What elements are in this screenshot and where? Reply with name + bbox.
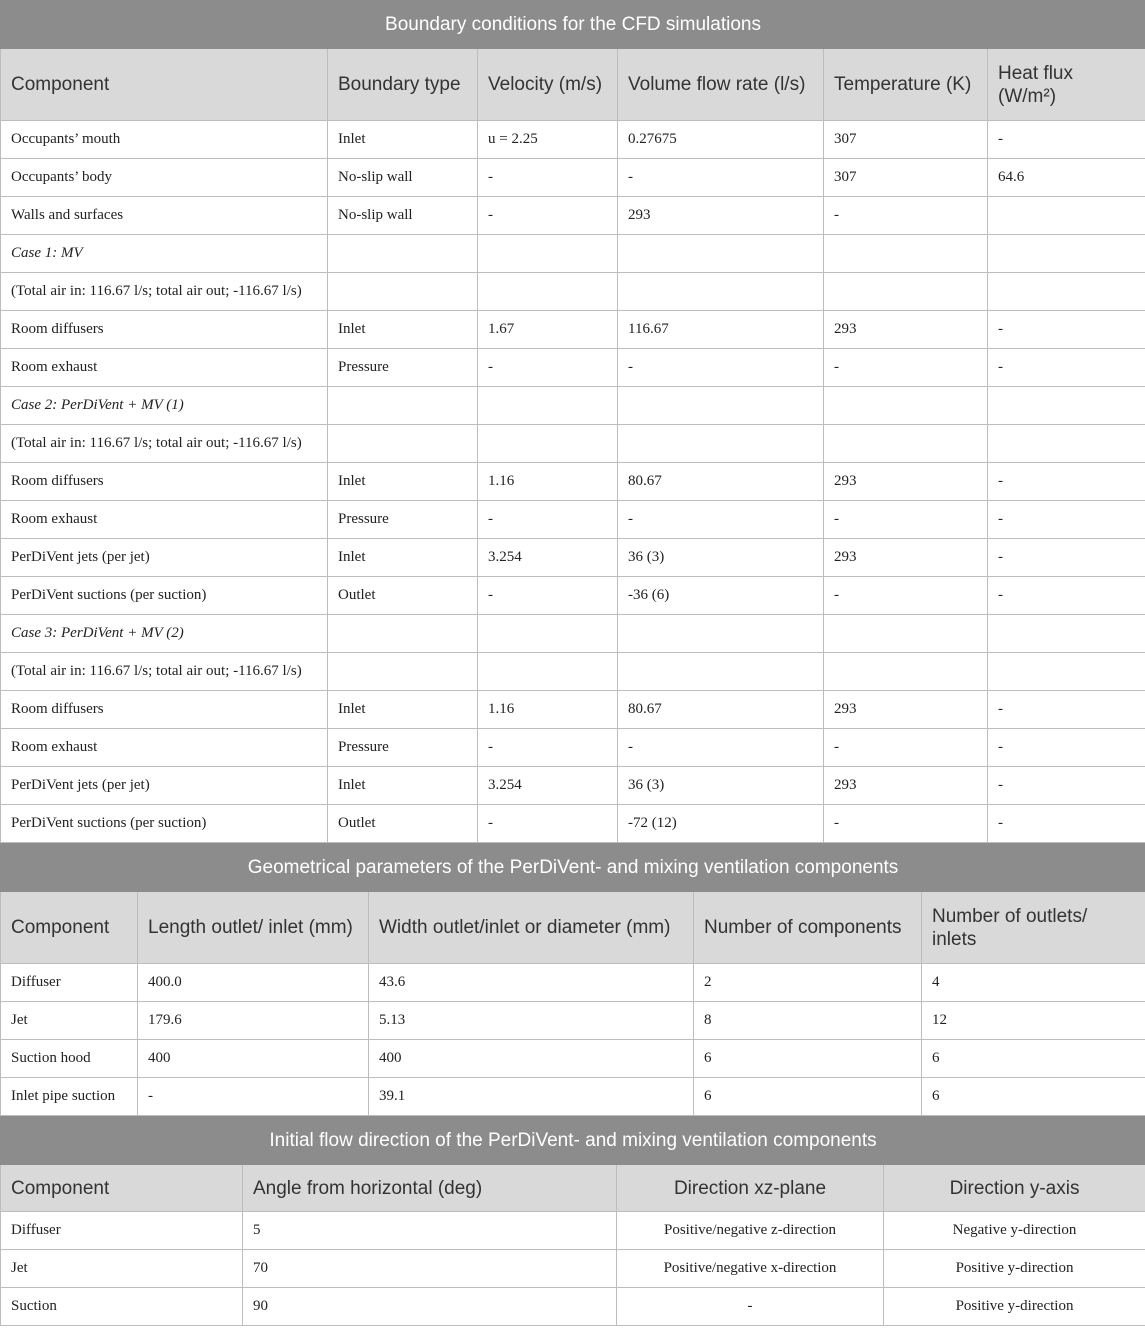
initial-flow-direction-table — [0, 1116, 1145, 1326]
table-cell: - — [988, 539, 1145, 577]
table-cell: PerDiVent jets (per jet) — [1, 767, 328, 805]
table-cell — [988, 197, 1145, 235]
table-row — [1, 387, 1145, 425]
table-cell: - — [824, 501, 988, 539]
table-cell: Inlet pipe suction — [1, 1078, 138, 1116]
table-cell: 5.13 — [369, 1002, 694, 1040]
table-cell — [988, 615, 1145, 653]
table-cell: - — [478, 805, 618, 843]
table-cell: Outlet — [328, 805, 478, 843]
table-cell: Room exhaust — [1, 729, 328, 767]
table-row — [1, 691, 1145, 729]
table-row — [1, 1288, 1145, 1326]
table-row — [1, 121, 1145, 159]
table-cell: - — [618, 729, 824, 767]
table-cell: Jet — [1, 1250, 243, 1288]
table-cell — [618, 615, 824, 653]
table-cell — [328, 235, 478, 273]
table-cell — [328, 653, 478, 691]
table-cell: 400 — [138, 1040, 369, 1078]
table-cell: - — [824, 729, 988, 767]
table-cell: 90 — [243, 1288, 617, 1326]
table-cell: Positive/negative x-direction — [617, 1250, 884, 1288]
table-cell: - — [988, 311, 1145, 349]
table-cell — [328, 273, 478, 311]
table-cell: 6 — [694, 1078, 922, 1116]
table-row — [1, 729, 1145, 767]
table-row — [1, 1078, 1145, 1116]
table-cell: Inlet — [328, 767, 478, 805]
table-cell: 12 — [922, 1002, 1145, 1040]
table-cell: No-slip wall — [328, 197, 478, 235]
table-cell: - — [478, 159, 618, 197]
table-cell: Diffuser — [1, 964, 138, 1002]
table-cell: - — [988, 729, 1145, 767]
table-row — [1, 1002, 1145, 1040]
table-cell — [988, 387, 1145, 425]
table-cell: - — [988, 805, 1145, 843]
table-cell: 307 — [824, 121, 988, 159]
table-cell: 179.6 — [138, 1002, 369, 1040]
table-cell: 36 (3) — [618, 767, 824, 805]
table-cell: 400 — [369, 1040, 694, 1078]
column-header: Boundary type — [328, 49, 478, 121]
table-cell: 116.67 — [618, 311, 824, 349]
table-cell — [824, 425, 988, 463]
table-cell: No-slip wall — [328, 159, 478, 197]
table-cell: - — [618, 159, 824, 197]
table-cell: 6 — [694, 1040, 922, 1078]
table-cell: Inlet — [328, 691, 478, 729]
table-cell: 307 — [824, 159, 988, 197]
table-cell: Room exhaust — [1, 501, 328, 539]
table-cell: 39.1 — [369, 1078, 694, 1116]
table-row — [1, 615, 1145, 653]
table-cell: 80.67 — [618, 691, 824, 729]
table-row — [1, 197, 1145, 235]
table-cell: Inlet — [328, 311, 478, 349]
table-cell: - — [478, 577, 618, 615]
table-cell: - — [988, 121, 1145, 159]
table-cell — [328, 615, 478, 653]
table-cell: - — [618, 501, 824, 539]
table-cell: - — [988, 463, 1145, 501]
table-cell: 293 — [618, 197, 824, 235]
table-cell: - — [824, 805, 988, 843]
table-cell: - — [988, 349, 1145, 387]
table-cell: 4 — [922, 964, 1145, 1002]
table-cell: Room diffusers — [1, 691, 328, 729]
table-cell: 0.27675 — [618, 121, 824, 159]
table-cell: - — [617, 1288, 884, 1326]
table-row — [1, 1212, 1145, 1250]
table-cell: 1.16 — [478, 463, 618, 501]
column-header: Angle from horizontal (deg) — [243, 1165, 617, 1212]
table-title: Boundary conditions for the CFD simulations — [1, 1, 1145, 49]
table-cell: PerDiVent suctions (per suction) — [1, 805, 328, 843]
table-cell: Inlet — [328, 463, 478, 501]
table-cell: - — [618, 349, 824, 387]
table-cell — [618, 653, 824, 691]
table-cell: 293 — [824, 767, 988, 805]
table-cell — [478, 615, 618, 653]
column-header: Number of outlets/ inlets — [922, 892, 1145, 964]
column-header: Direction xz-plane — [617, 1165, 884, 1212]
table-cell — [988, 653, 1145, 691]
table-cell: - — [138, 1078, 369, 1116]
table-row — [1, 159, 1145, 197]
table-row — [1, 1040, 1145, 1078]
table-cell: - — [988, 767, 1145, 805]
table-cell: -36 (6) — [618, 577, 824, 615]
table-cell — [328, 425, 478, 463]
table-cell: Walls and surfaces — [1, 197, 328, 235]
table-cell: Inlet — [328, 539, 478, 577]
table-cell — [328, 387, 478, 425]
table-cell: Suction hood — [1, 1040, 138, 1078]
table-cell: 64.6 — [988, 159, 1145, 197]
table-cell: PerDiVent suctions (per suction) — [1, 577, 328, 615]
geometrical-parameters-table — [0, 843, 1145, 1116]
table-cell: 293 — [824, 691, 988, 729]
table-cell: 1.67 — [478, 311, 618, 349]
table-cell: 2 — [694, 964, 922, 1002]
table-row — [1, 235, 1145, 273]
table-cell: 6 — [922, 1078, 1145, 1116]
table-cell: - — [824, 349, 988, 387]
table-cell — [618, 425, 824, 463]
table-cell: Suction — [1, 1288, 243, 1326]
table-row — [1, 273, 1145, 311]
table-cell: Case 1: MV — [1, 235, 328, 273]
table-cell: - — [478, 501, 618, 539]
table-cell: 400.0 — [138, 964, 369, 1002]
table-row — [1, 577, 1145, 615]
table-cell — [478, 653, 618, 691]
table-row — [1, 349, 1145, 387]
table-cell: Case 2: PerDiVent + MV (1) — [1, 387, 328, 425]
table-cell: Positive y-direction — [884, 1250, 1145, 1288]
table-cell: Occupants’ body — [1, 159, 328, 197]
table-cell — [478, 235, 618, 273]
table-cell: Negative y-direction — [884, 1212, 1145, 1250]
table-cell — [988, 235, 1145, 273]
table-cell — [824, 615, 988, 653]
table-cell: - — [824, 197, 988, 235]
column-header: Velocity (m/s) — [478, 49, 618, 121]
table-cell: PerDiVent jets (per jet) — [1, 539, 328, 577]
table-cell: Jet — [1, 1002, 138, 1040]
table-cell — [478, 425, 618, 463]
table-cell: Diffuser — [1, 1212, 243, 1250]
table-cell — [618, 387, 824, 425]
table-cell: - — [988, 577, 1145, 615]
table-cell: (Total air in: 116.67 l/s; total air out; -116.67 l/s) — [1, 653, 328, 691]
table-cell: 293 — [824, 463, 988, 501]
table-cell: Positive/negative z-direction — [617, 1212, 884, 1250]
table-cell: Pressure — [328, 501, 478, 539]
column-header: Component — [1, 1165, 243, 1212]
table-row — [1, 964, 1145, 1002]
table-row — [1, 653, 1145, 691]
table-cell: 3.254 — [478, 767, 618, 805]
table-cell: 36 (3) — [618, 539, 824, 577]
table-cell: Room exhaust — [1, 349, 328, 387]
table-cell: 43.6 — [369, 964, 694, 1002]
table-cell: Case 3: PerDiVent + MV (2) — [1, 615, 328, 653]
table-cell — [824, 273, 988, 311]
column-header: Width outlet/inlet or diameter (mm) — [369, 892, 694, 964]
table-cell — [618, 273, 824, 311]
table-cell: Pressure — [328, 729, 478, 767]
table-cell: - — [478, 197, 618, 235]
table-cell: (Total air in: 116.67 l/s; total air out; -116.67 l/s) — [1, 425, 328, 463]
table-cell: - — [478, 729, 618, 767]
table-cell: 3.254 — [478, 539, 618, 577]
table-cell — [824, 235, 988, 273]
table-row — [1, 767, 1145, 805]
table-cell: Outlet — [328, 577, 478, 615]
table-cell — [824, 387, 988, 425]
table-cell: - — [988, 691, 1145, 729]
table-cell: 293 — [824, 311, 988, 349]
table-cell — [988, 273, 1145, 311]
table-cell: (Total air in: 116.67 l/s; total air out; -116.67 l/s) — [1, 273, 328, 311]
table-cell — [478, 387, 618, 425]
table-row — [1, 1250, 1145, 1288]
table-cell: 70 — [243, 1250, 617, 1288]
table-row — [1, 539, 1145, 577]
table-row — [1, 463, 1145, 501]
table-title: Geometrical parameters of the PerDiVent- and mixing ventilation components — [1, 844, 1145, 892]
table-cell — [824, 653, 988, 691]
table-cell: - — [478, 349, 618, 387]
table-row — [1, 311, 1145, 349]
table-cell — [988, 425, 1145, 463]
table-cell: Room diffusers — [1, 311, 328, 349]
table-cell: 1.16 — [478, 691, 618, 729]
table-cell: - — [988, 501, 1145, 539]
table-cell — [478, 273, 618, 311]
table-title: Initial flow direction of the PerDiVent- and mixing ventilation components — [1, 1117, 1145, 1165]
column-header: Number of components — [694, 892, 922, 964]
column-header: Direction y-axis — [884, 1165, 1145, 1212]
table-cell: Room diffusers — [1, 463, 328, 501]
column-header: Volume flow rate (l/s) — [618, 49, 824, 121]
table-cell: Positive y-direction — [884, 1288, 1145, 1326]
table-row — [1, 425, 1145, 463]
table-cell: u = 2.25 — [478, 121, 618, 159]
table-cell: Inlet — [328, 121, 478, 159]
table-cell: - — [824, 577, 988, 615]
column-header: Heat flux (W/m²) — [988, 49, 1145, 121]
table-cell: 8 — [694, 1002, 922, 1040]
table-cell: 293 — [824, 539, 988, 577]
column-header: Component — [1, 892, 138, 964]
table-cell: 6 — [922, 1040, 1145, 1078]
table-cell — [618, 235, 824, 273]
table-cell: Occupants’ mouth — [1, 121, 328, 159]
table-cell: Pressure — [328, 349, 478, 387]
table-cell: 5 — [243, 1212, 617, 1250]
table-row — [1, 501, 1145, 539]
column-header: Component — [1, 49, 328, 121]
table-row — [1, 805, 1145, 843]
table-cell: -72 (12) — [618, 805, 824, 843]
table-cell: 80.67 — [618, 463, 824, 501]
column-header: Length outlet/ inlet (mm) — [138, 892, 369, 964]
column-header: Temperature (K) — [824, 49, 988, 121]
